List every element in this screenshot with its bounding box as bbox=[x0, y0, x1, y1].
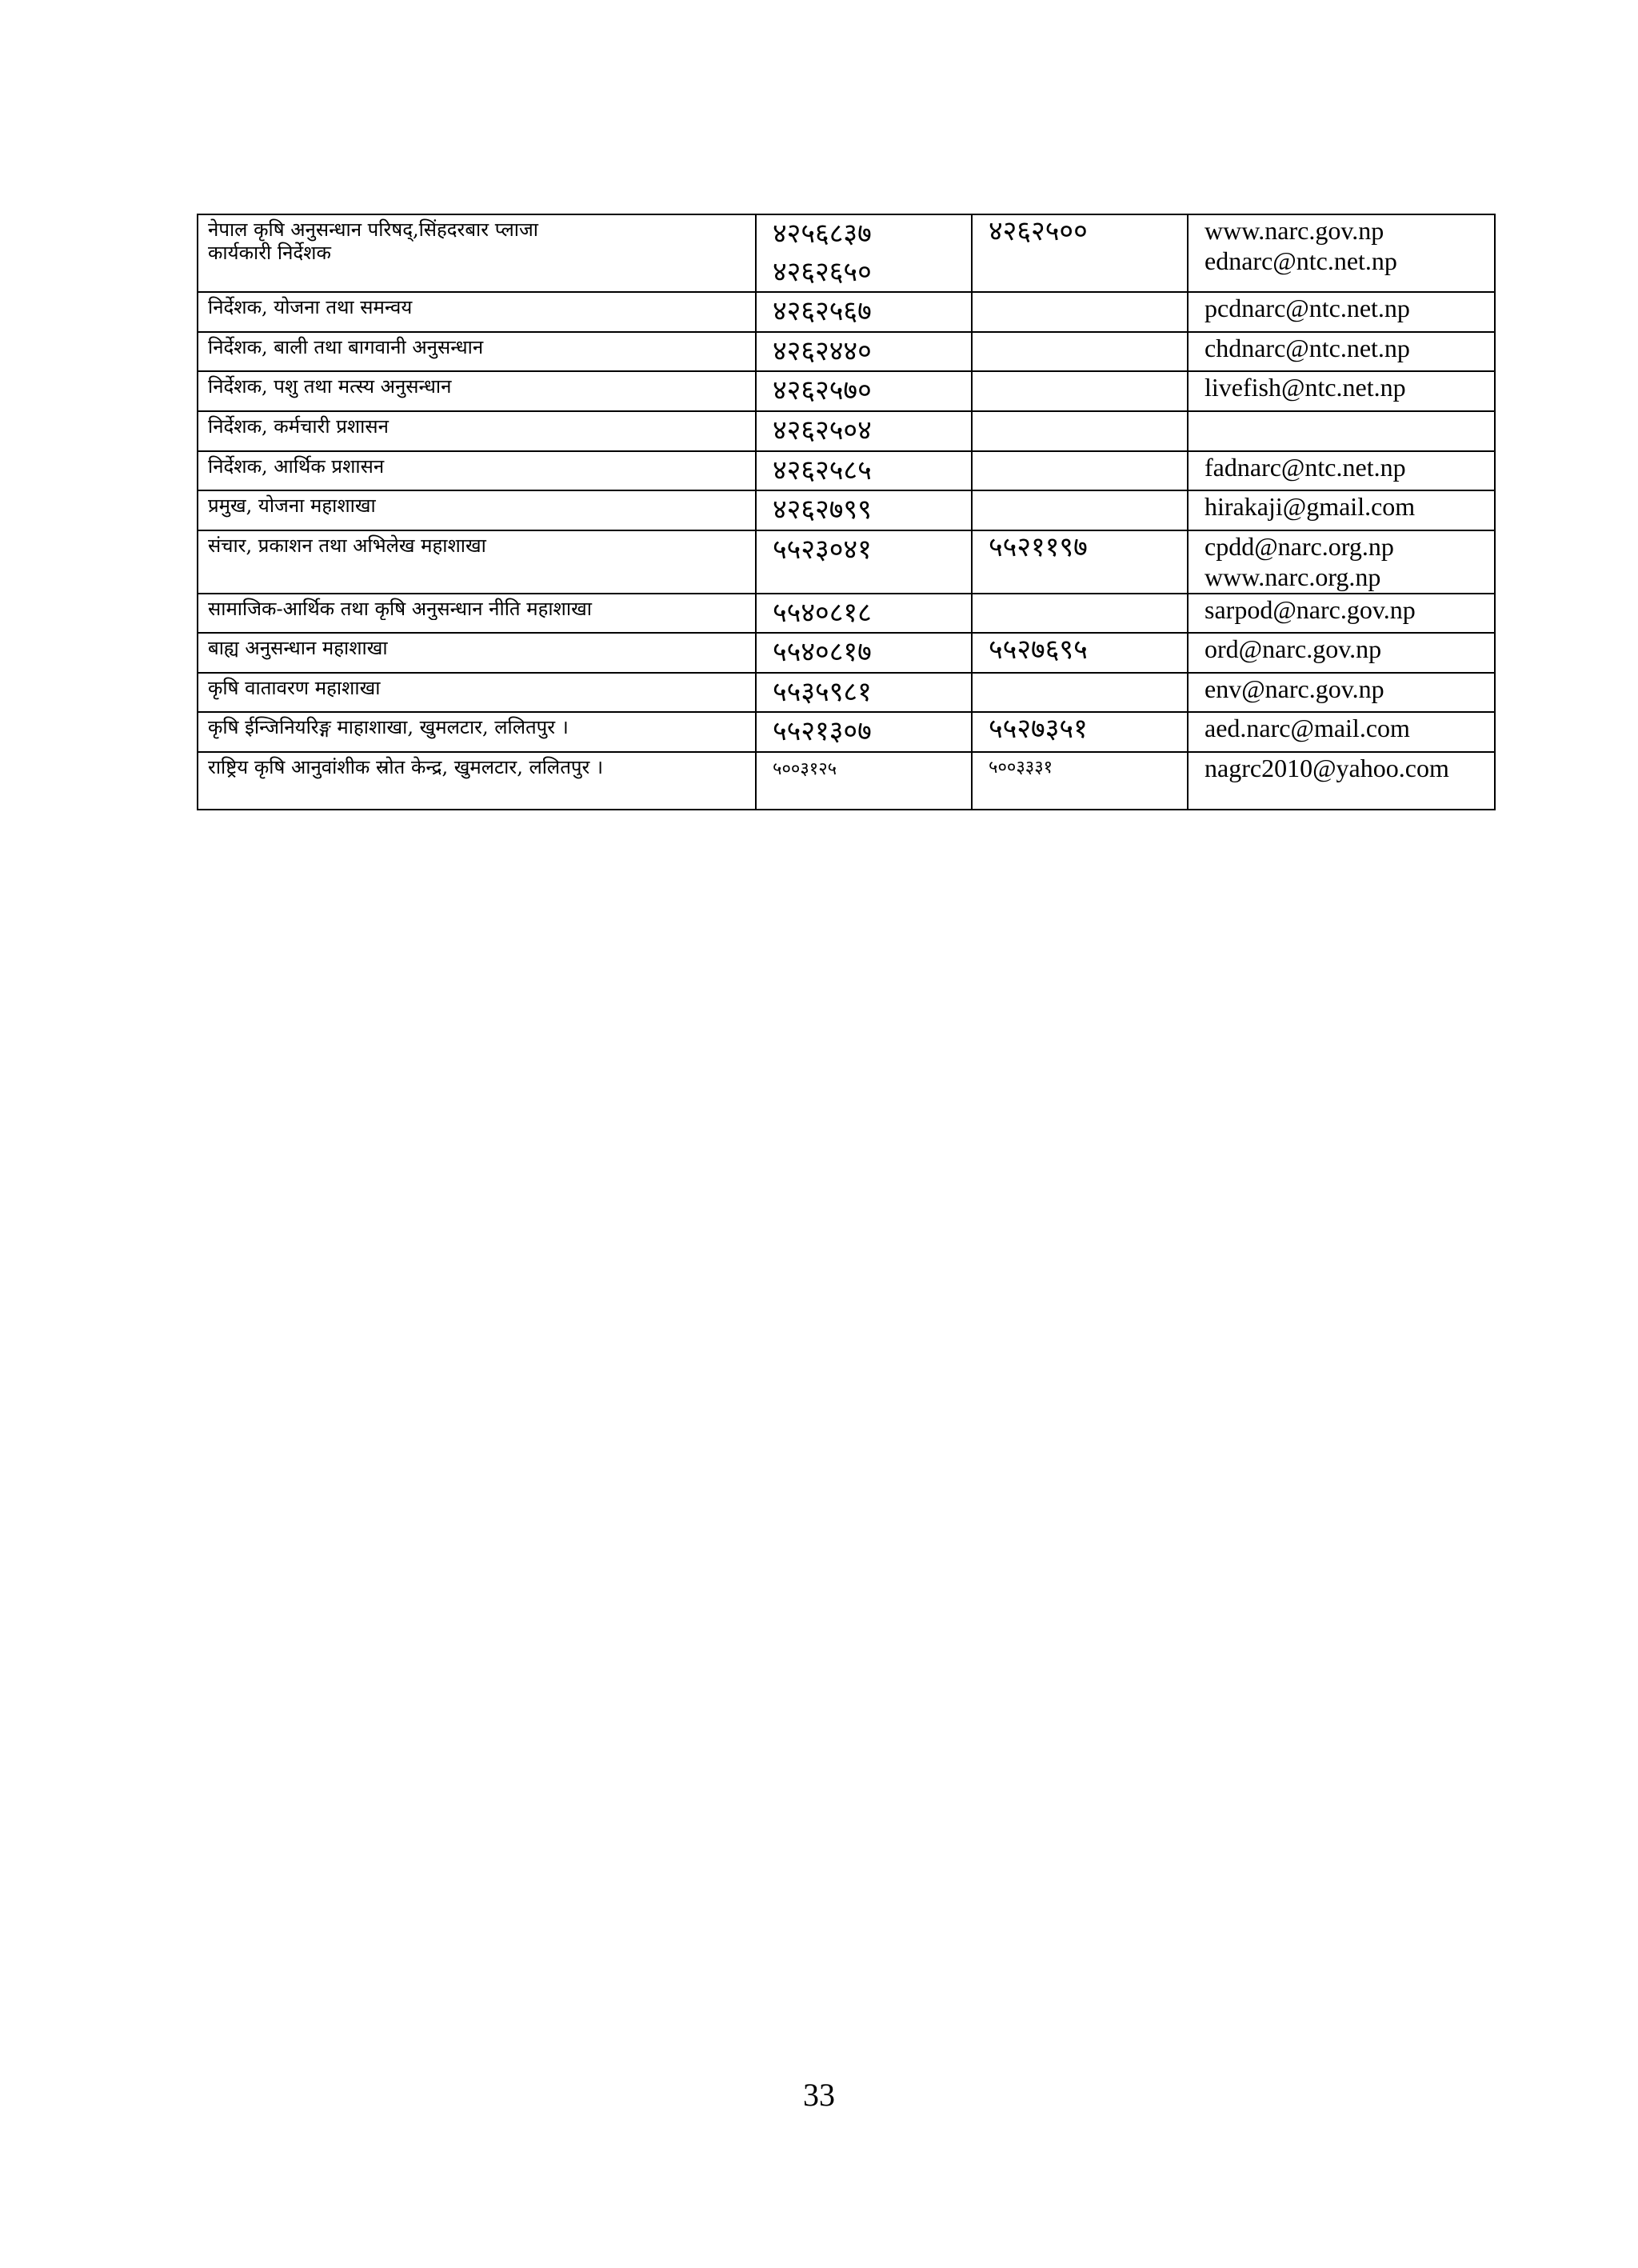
fax-cell bbox=[972, 530, 1188, 594]
office-name-cell-line: निर्देशक, बाली तथा बागवानी अनुसन्धान bbox=[208, 335, 484, 358]
phone-cell-line: ४२६२५८५ bbox=[773, 454, 872, 486]
office-name-cell-line: कार्यकारी निर्देशक bbox=[208, 241, 331, 264]
phone-cell-line: ५५३५९८१ bbox=[773, 675, 872, 708]
phone-cell bbox=[756, 490, 972, 530]
fax-cell bbox=[972, 451, 1188, 491]
email-web-cell-line: chdnarc@ntc.net.np bbox=[1205, 333, 1410, 362]
office-name-cell-line: कृषि वातावरण महाशाखा bbox=[208, 676, 381, 699]
fax-cell-line: ४२६२५०० bbox=[989, 215, 1088, 247]
office-name-cell-line: निर्देशक, योजना तथा समन्वय bbox=[208, 296, 413, 319]
table-row bbox=[198, 490, 1495, 530]
phone-cell-line: ५५४०८१७ bbox=[773, 636, 872, 669]
email-web-cell bbox=[1188, 594, 1495, 634]
fax-cell bbox=[972, 371, 1188, 411]
email-web-cell bbox=[1188, 673, 1495, 713]
phone-cell bbox=[756, 411, 972, 451]
table-row bbox=[198, 594, 1495, 634]
email-web-cell-line: ord@narc.gov.np bbox=[1205, 634, 1382, 664]
office-name-cell-line: निर्देशक, कर्मचारी प्रशासन bbox=[208, 414, 389, 438]
email-web-cell-line: env@narc.gov.np bbox=[1205, 674, 1384, 703]
office-name-cell bbox=[198, 712, 756, 752]
email-web-cell-line: hirakaji@gmail.com bbox=[1205, 492, 1416, 522]
phone-cell-line: ५५४०८१८ bbox=[773, 596, 872, 629]
phone-cell-line: ५५२१३०७ bbox=[773, 715, 872, 748]
office-name-cell bbox=[198, 451, 756, 491]
email-web-cell-line: livefish@ntc.net.np bbox=[1205, 373, 1406, 402]
email-web-cell-line: nagrc2010@yahoo.com bbox=[1205, 753, 1449, 782]
email-web-cell-line: aed.narc@mail.com bbox=[1205, 714, 1410, 743]
table-row bbox=[198, 633, 1495, 673]
phone-cell-line: ४२६२६५० bbox=[773, 255, 872, 288]
office-name-cell-line: नेपाल कृषि अनुसन्धान परिषद्,सिंहदरबार प्लाजा bbox=[208, 218, 539, 241]
fax-cell bbox=[972, 712, 1188, 752]
email-web-cell bbox=[1188, 411, 1495, 451]
table-row bbox=[198, 752, 1495, 810]
office-name-cell-line: राष्ट्रिय कृषि आनुवांशीक स्रोत केन्द्र, खुमलटार, ललितपुर । bbox=[208, 755, 604, 778]
table-body bbox=[198, 214, 1495, 810]
phone-cell-line: ४२५६८३७ bbox=[773, 218, 872, 250]
phone-cell-line: ४२६२५०४ bbox=[773, 414, 872, 446]
email-web-cell bbox=[1188, 530, 1495, 594]
phone-cell bbox=[756, 752, 972, 810]
office-name-cell bbox=[198, 490, 756, 530]
email-web-cell-line: www.narc.gov.np bbox=[1205, 216, 1384, 245]
table-row bbox=[198, 371, 1495, 411]
table-row bbox=[198, 292, 1495, 332]
email-web-cell-line: cpdd@narc.org.np bbox=[1205, 531, 1394, 561]
phone-cell bbox=[756, 712, 972, 752]
phone-cell-line: ४२६२४४० bbox=[773, 334, 872, 367]
office-name-cell bbox=[198, 594, 756, 634]
fax-cell-line: ५००३३३१ bbox=[989, 757, 1053, 778]
table-row bbox=[198, 214, 1495, 292]
office-name-cell-line: संचार, प्रकाशन तथा अभिलेख महाशाखा bbox=[208, 534, 486, 557]
table-row bbox=[198, 411, 1495, 451]
email-web-cell bbox=[1188, 451, 1495, 491]
office-name-cell bbox=[198, 633, 756, 673]
table-row bbox=[198, 451, 1495, 491]
email-web-cell bbox=[1188, 371, 1495, 411]
office-name-cell-line: निर्देशक, पशु तथा मत्स्य अनुसन्धान bbox=[208, 375, 452, 398]
office-name-cell bbox=[198, 214, 756, 292]
office-name-cell bbox=[198, 673, 756, 713]
phone-cell-line: ५५२३०४१ bbox=[773, 533, 872, 566]
office-name-cell-line: कृषि ईन्जिनियरिङ्ग माहाशाखा, खुमलटार, ललितपुर । bbox=[208, 716, 569, 739]
fax-cell bbox=[972, 490, 1188, 530]
email-web-cell-line: www.narc.org.np bbox=[1205, 562, 1381, 592]
email-web-cell-line: fadnarc@ntc.net.np bbox=[1205, 452, 1406, 482]
phone-cell-line: ४२६२५७० bbox=[773, 374, 872, 407]
email-web-cell bbox=[1188, 633, 1495, 673]
email-web-cell bbox=[1188, 752, 1495, 810]
email-web-cell bbox=[1188, 292, 1495, 332]
fax-cell bbox=[972, 752, 1188, 810]
office-name-cell bbox=[198, 530, 756, 594]
phone-cell bbox=[756, 633, 972, 673]
fax-cell-line: ५५२११९७ bbox=[989, 530, 1088, 563]
office-name-cell bbox=[198, 411, 756, 451]
email-web-cell-line: sarpod@narc.gov.np bbox=[1205, 594, 1416, 624]
email-web-cell bbox=[1188, 712, 1495, 752]
fax-cell bbox=[972, 292, 1188, 332]
office-name-cell bbox=[198, 292, 756, 332]
page-number: 33 bbox=[803, 2077, 835, 2113]
email-web-cell-line: ednarc@ntc.net.np bbox=[1205, 246, 1397, 276]
office-name-cell-line: निर्देशक, आर्थिक प्रशासन bbox=[208, 454, 385, 478]
email-web-cell bbox=[1188, 490, 1495, 530]
contact-table bbox=[197, 214, 1496, 810]
phone-cell bbox=[756, 530, 972, 594]
email-web-cell bbox=[1188, 214, 1495, 292]
phone-cell-line: ५००३१२५ bbox=[773, 758, 837, 779]
fax-cell-line: ५५२७३५१ bbox=[989, 713, 1088, 746]
office-name-cell-line: बाह्य अनुसन्धान महाशाखा bbox=[208, 637, 388, 660]
phone-cell-line: ४२६२५६७ bbox=[773, 295, 872, 328]
office-name-cell-line: सामाजिक-आर्थिक तथा कृषि अनुसन्धान नीति महाशाखा bbox=[208, 597, 592, 620]
phone-cell bbox=[756, 451, 972, 491]
fax-cell bbox=[972, 594, 1188, 634]
fax-cell bbox=[972, 633, 1188, 673]
phone-cell bbox=[756, 371, 972, 411]
fax-cell bbox=[972, 411, 1188, 451]
table-row bbox=[198, 673, 1495, 713]
fax-cell bbox=[972, 673, 1188, 713]
fax-cell-line: ५५२७६९५ bbox=[989, 634, 1088, 666]
office-name-cell bbox=[198, 332, 756, 372]
phone-cell bbox=[756, 332, 972, 372]
phone-cell bbox=[756, 214, 972, 292]
office-name-cell-line: प्रमुख, योजना महाशाखा bbox=[208, 494, 376, 518]
phone-cell bbox=[756, 594, 972, 634]
phone-cell bbox=[756, 292, 972, 332]
phone-cell-line: ४२६२७९९ bbox=[773, 494, 872, 526]
email-web-cell-line: pcdnarc@ntc.net.np bbox=[1205, 294, 1410, 323]
fax-cell bbox=[972, 332, 1188, 372]
email-web-cell bbox=[1188, 332, 1495, 372]
office-name-cell bbox=[198, 752, 756, 810]
fax-cell bbox=[972, 214, 1188, 292]
table-row bbox=[198, 712, 1495, 752]
table-row bbox=[198, 332, 1495, 372]
phone-cell bbox=[756, 673, 972, 713]
table-row bbox=[198, 530, 1495, 594]
office-name-cell bbox=[198, 371, 756, 411]
